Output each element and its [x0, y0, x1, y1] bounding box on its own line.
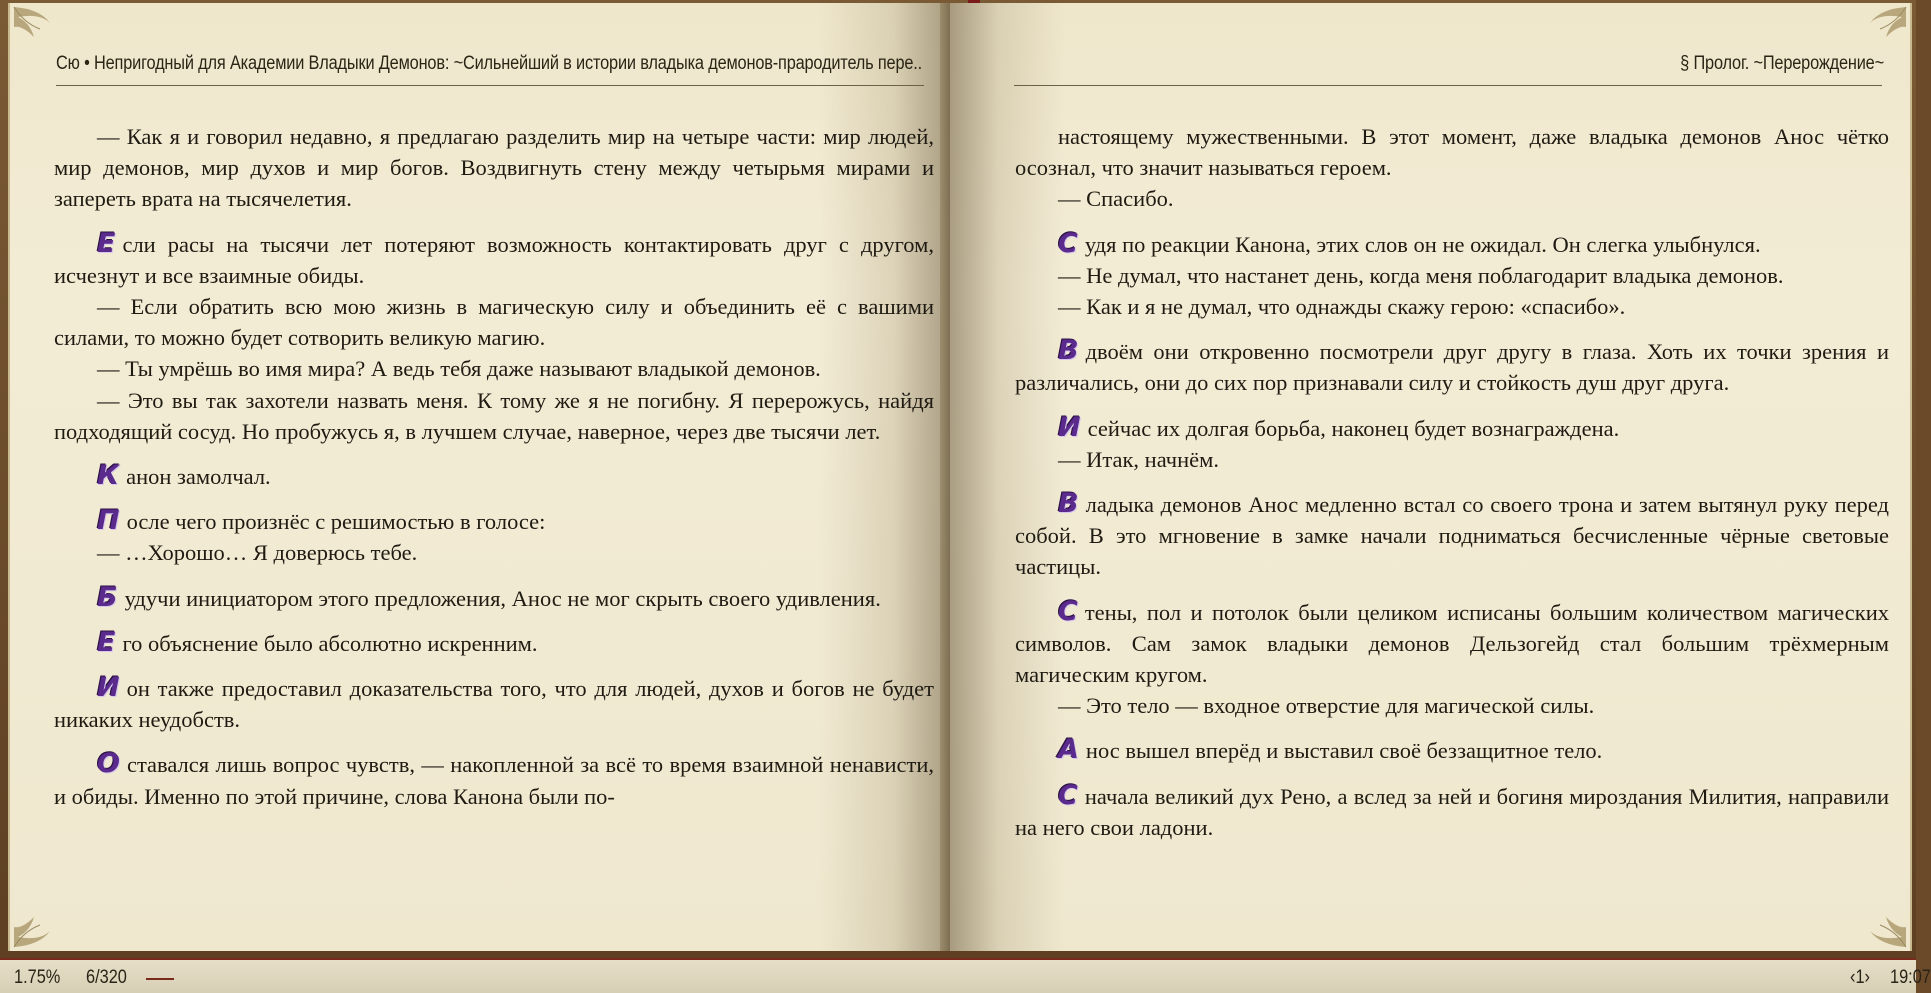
- paragraph: [54, 385, 934, 447]
- paragraph-text: — Это вы так захотели назвать меня. К тому же я не погибну. Я перерожусь, найдя подходящий сосуд. Но пробужусь я, в лучшем случае, наверное, через две тысячи лет.: [54, 387, 934, 444]
- paragraph-text: ставался лишь вопрос чувств, — накопленной за всё то время взаимной ненависти, и обиды. Именно по этой причине, слова Канона были по-: [54, 752, 934, 809]
- drop-cap: С: [1058, 595, 1079, 627]
- paragraph-text: сли расы на тысячи лет потеряют возможность контактировать друг с другом, исчезнут и все взаимные обиды.: [54, 231, 934, 288]
- paragraph-text: удя по реакции Канона, этих слов он не ожидал. Он слегка улыбнулся.: [1084, 231, 1761, 257]
- drop-cap: В: [1058, 488, 1080, 520]
- drop-cap: В: [1058, 335, 1080, 367]
- paragraph: [54, 537, 934, 568]
- paragraph: [1015, 121, 1889, 183]
- paragraph-text: — Не думал, что настанет день, когда меня поблагодарит владыка демонов.: [1058, 262, 1784, 288]
- paragraph-text: — Итак, начнём.: [1058, 446, 1219, 472]
- paragraph-text: тены, пол и потолок были целиком исписаны большим количеством магических символов. Сам замок владыки демонов Дельзогейд стал большим трёхмерным магическим кругом.: [1015, 599, 1889, 688]
- paragraph-text: двоём они откровенно посмотрели друг другу в глаза. Хоть их точки зрения и различались, они до сих пор признавали силу и стойкость душ друг друга.: [1015, 339, 1889, 396]
- paragraph: [1015, 780, 1889, 843]
- corner-ornament-icon: [10, 3, 90, 43]
- paragraph: [1015, 260, 1889, 291]
- paragraph-text: удучи инициатором этого предложения, Анос не мог скрыть своего удивления.: [124, 585, 881, 611]
- paragraph-text: — Если обратить всю мою жизнь в магическую силу и объединить её с вашими силами, то можно будет сотворить великую магию.: [54, 294, 934, 351]
- paragraph: [1015, 690, 1889, 721]
- paragraph: [54, 460, 934, 492]
- drop-cap: К: [97, 460, 121, 492]
- paragraph-text: осле чего произнёс с решимостью в голосе:: [126, 509, 546, 535]
- paragraph: [54, 121, 934, 215]
- paragraph: [54, 291, 934, 353]
- drop-cap: П: [97, 505, 121, 537]
- page-nav-button[interactable]: ‹1›: [1850, 967, 1870, 988]
- paragraph-text: начала великий дух Рено, а вслед за ней и богиня мироздания Милития, направили на него свои ладони.: [1015, 783, 1889, 840]
- corner-ornament-icon: [1830, 911, 1910, 951]
- left-page-text: [54, 121, 934, 812]
- paragraph: [54, 228, 934, 291]
- paragraph-text: го объяснение было абсолютно искренним.: [122, 630, 538, 656]
- progress-bar[interactable]: [146, 978, 174, 980]
- paragraph: [1015, 412, 1889, 444]
- drop-cap: И: [97, 672, 121, 704]
- drop-cap: С: [1058, 227, 1079, 259]
- paragraph-text: сейчас их долгая борьба, наконец будет вознаграждена.: [1087, 415, 1620, 441]
- paragraph: [1015, 335, 1889, 398]
- paragraph-text: — Спасибо.: [1058, 186, 1174, 212]
- right-page-text: [1015, 121, 1889, 843]
- paragraph: [54, 627, 934, 659]
- header-rule: [56, 85, 924, 86]
- paragraph-text: настоящему мужественными. В этот момент, даже владыка демонов Анос чётко осознал, что значит называться героем.: [1015, 124, 1889, 181]
- paragraph: [54, 505, 934, 537]
- right-page[interactable]: [950, 3, 1912, 951]
- paragraph: [54, 748, 934, 811]
- paragraph: [54, 582, 934, 614]
- paragraph-text: анон замолчал.: [126, 464, 271, 490]
- paragraph-text: нос вышел вперёд и выставил своё беззащитное тело.: [1085, 738, 1603, 764]
- paragraph-text: он также предоставил доказательства того, что для людей, духов и богов не будет никаких неудобств.: [54, 676, 934, 733]
- drop-cap: Б: [97, 581, 119, 613]
- running-title-left: Сю • Непригодный для Академии Владыки Демонов: ~Сильнейший в истории владыка демонов-прародитель пере..: [56, 53, 923, 74]
- corner-ornament-icon: [10, 911, 90, 951]
- running-title-right: § Пролог. ~Перерождение~: [1680, 53, 1884, 74]
- paragraph-text: — Как я и говорил недавно, я предлагаю разделить мир на четыре части: мир людей, мир демонов, мир духов и мир богов. Воздвигнуть стену между четырьмя мирами и запереть врата на тысячелетия.: [54, 124, 934, 212]
- paragraph-text: — Это тело — входное отверстие для магической силы.: [1058, 693, 1595, 719]
- drop-cap: Е: [97, 626, 117, 658]
- drop-cap: И: [1058, 411, 1082, 443]
- paragraph-text: ладыка демонов Анос медленно встал со своего трона и затем вытянул руку перед собой. В это мгновение в замке начали подниматься бесчисленные чёрные световые частицы.: [1015, 492, 1889, 580]
- paragraph: [1015, 291, 1889, 322]
- paragraph: [54, 353, 934, 384]
- paragraph: [1015, 734, 1889, 766]
- page-counter[interactable]: 6/320: [86, 967, 127, 988]
- drop-cap: С: [1058, 779, 1079, 811]
- paragraph-text: — Ты умрёшь во имя мира? А ведь тебя даже называют владыкой демонов.: [97, 356, 821, 382]
- paragraph: [1015, 183, 1889, 214]
- paragraph: [54, 672, 934, 735]
- paragraph: [1015, 488, 1889, 583]
- status-bar: [0, 958, 1931, 993]
- paragraph: [1015, 596, 1889, 691]
- paragraph-text: — …Хорошо… Я доверюсь тебе.: [97, 540, 418, 566]
- clock: 19:07: [1890, 967, 1931, 988]
- drop-cap: О: [97, 748, 121, 780]
- left-page[interactable]: [8, 3, 950, 951]
- paragraph-text: — Как и я не думал, что однажды скажу герою: «спасибо».: [1058, 294, 1626, 320]
- progress-percent: 1.75%: [14, 967, 61, 988]
- drop-cap: А: [1058, 734, 1080, 766]
- corner-ornament-icon: [1830, 3, 1910, 43]
- header-rule: [1014, 85, 1882, 86]
- drop-cap: Е: [97, 227, 117, 259]
- paragraph: [1015, 228, 1889, 260]
- paragraph: [1015, 444, 1889, 475]
